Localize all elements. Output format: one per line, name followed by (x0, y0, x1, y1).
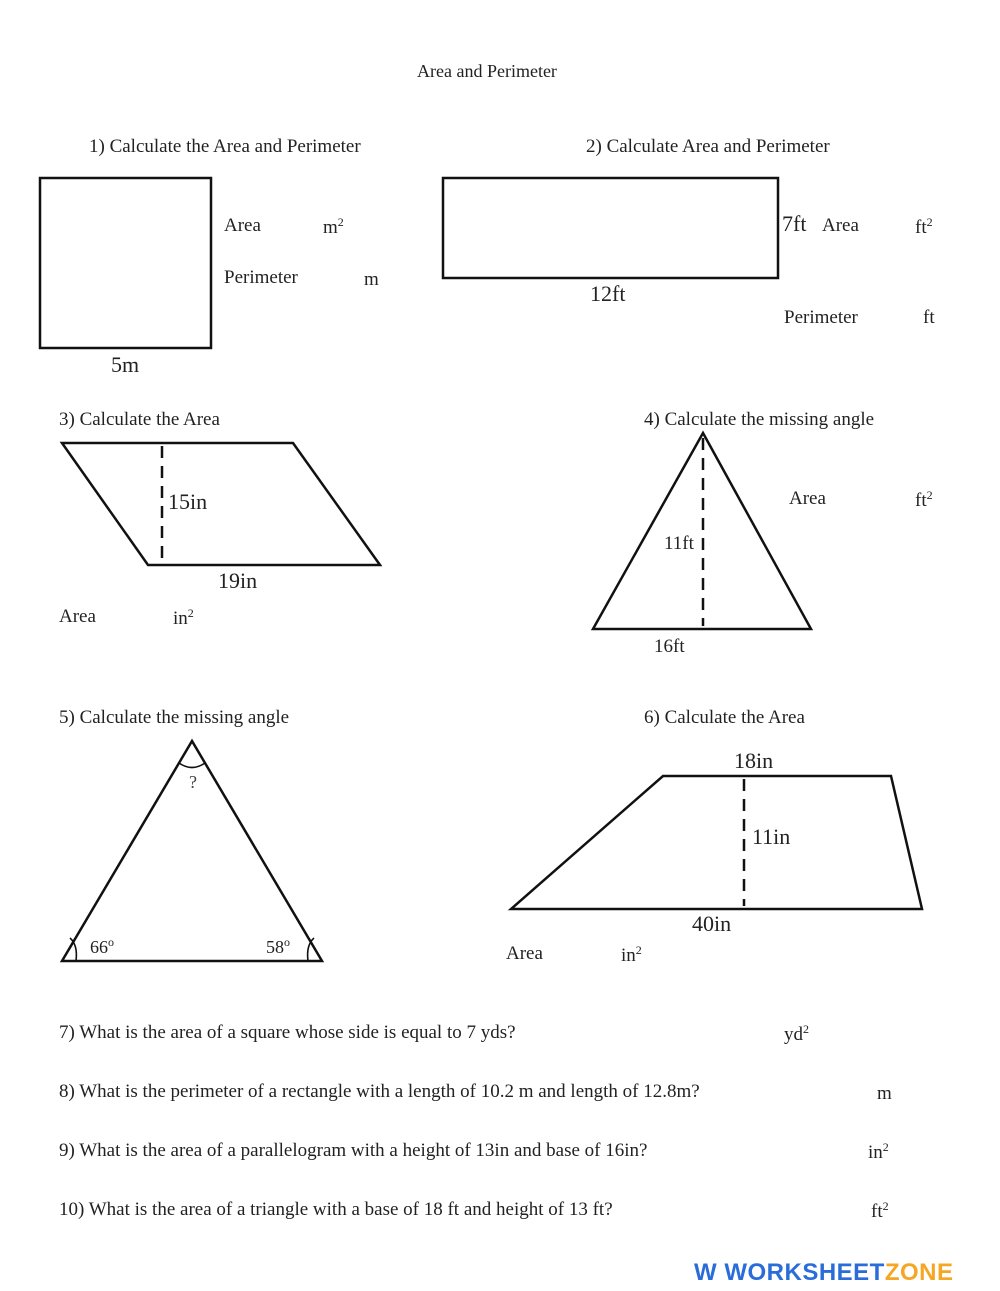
q2-heading: 2) Calculate Area and Perimeter (586, 136, 830, 157)
q5-heading: 5) Calculate the missing angle (59, 707, 290, 728)
q5-left-angle: 66$^o$ (90, 935, 114, 957)
q3-area-unit-exponent: 2 (187, 606, 194, 620)
q2-height-label: 7ft (782, 211, 807, 236)
q6-top-label: 18in (734, 748, 774, 773)
q4-area-label: Area (789, 488, 826, 509)
q2-length-label: 12ft (590, 281, 626, 306)
q6-heading: 6) Calculate the Area (644, 707, 805, 728)
q1-side-label: 5m (111, 352, 140, 377)
q4-heading: 4) Calculate the missing angle (644, 409, 875, 430)
q4-height-label: 11ft (664, 533, 694, 554)
q6-area-unit-exponent: 2 (635, 943, 642, 957)
q3-heading: 3) Calculate the Area (59, 409, 220, 430)
q3-area-label: Area (59, 606, 96, 627)
q6-area-unit: $in^2$ (621, 943, 642, 966)
q2-rectangle (443, 178, 778, 278)
q7-unit: $yd^2$ (784, 1022, 809, 1045)
q9-unit-exponent: 2 (882, 1140, 889, 1154)
page-title: Area and Perimeter (417, 61, 557, 81)
q4-area-unit-exponent: 2 (926, 488, 933, 502)
q1-perimeter-label: Perimeter (224, 267, 298, 288)
q3-parallelogram (62, 443, 380, 565)
q5-right-angle: 58$^o$ (266, 935, 290, 957)
q6-area-label: Area (506, 943, 543, 964)
q10-text: 10) What is the area of a triangle with a base of 18 ft and height of 13 ft? (59, 1199, 613, 1220)
q5-unknown-angle: ? (189, 772, 197, 792)
worksheetzone-logo (694, 1259, 954, 1289)
q10-unit: $ft^2$ (871, 1199, 889, 1222)
q4-base-label: 16ft (654, 636, 685, 657)
q2-area-label: Area (822, 215, 859, 236)
q6-trapezoid (511, 776, 922, 909)
q6-bottom-label: 40in (692, 911, 732, 936)
q2-perimeter-label: Perimeter (784, 307, 858, 328)
q1-perimeter-unit: m (364, 269, 379, 290)
q5-top-angle-arc (179, 763, 205, 768)
q5-left-angle-arc (70, 938, 76, 961)
q5-right-degree: o (284, 935, 290, 949)
q1-square (40, 178, 211, 348)
q9-unit: $in^2$ (868, 1140, 889, 1163)
q2-perimeter-unit: ft (923, 307, 935, 328)
q9-text: 9) What is the area of a parallelogram with a height of 13in and base of 16in? (59, 1140, 648, 1161)
q2-area-unit: $ft^2$ (915, 215, 933, 238)
q1-area-label: Area (224, 215, 261, 236)
logo-text-worksheet: WORKSHEET (724, 1259, 885, 1286)
q3-base-label: 19in (218, 568, 258, 593)
q7-text: 7) What is the area of a square whose side is equal to 7 yds? (59, 1022, 516, 1043)
q10-unit-exponent: 2 (882, 1199, 889, 1213)
q3-area-unit: $in^2$ (173, 606, 194, 629)
q6-height-label: 11in (752, 824, 791, 849)
q7-unit-exponent: 2 (803, 1022, 809, 1036)
q1-area-unit-exponent: 2 (337, 215, 344, 229)
logo-mark-icon: W (694, 1259, 718, 1286)
q2-area-unit-exponent: 2 (926, 215, 933, 229)
q5-left-degree: o (108, 935, 114, 949)
q8-text: 8) What is the perimeter of a rectangle with a length of 10.2 m and length of 12.8m? (59, 1081, 700, 1102)
q1-area-unit: $m^2$ (323, 215, 344, 238)
q1-heading: 1) Calculate the Area and Perimeter (89, 136, 361, 157)
q8-unit: m (877, 1083, 892, 1104)
q3-height-label: 15in (168, 489, 208, 514)
q5-right-angle-arc (308, 938, 314, 961)
q4-area-unit: $ft^2$ (915, 488, 933, 511)
logo-text-zone: ZONE (884, 1259, 954, 1286)
